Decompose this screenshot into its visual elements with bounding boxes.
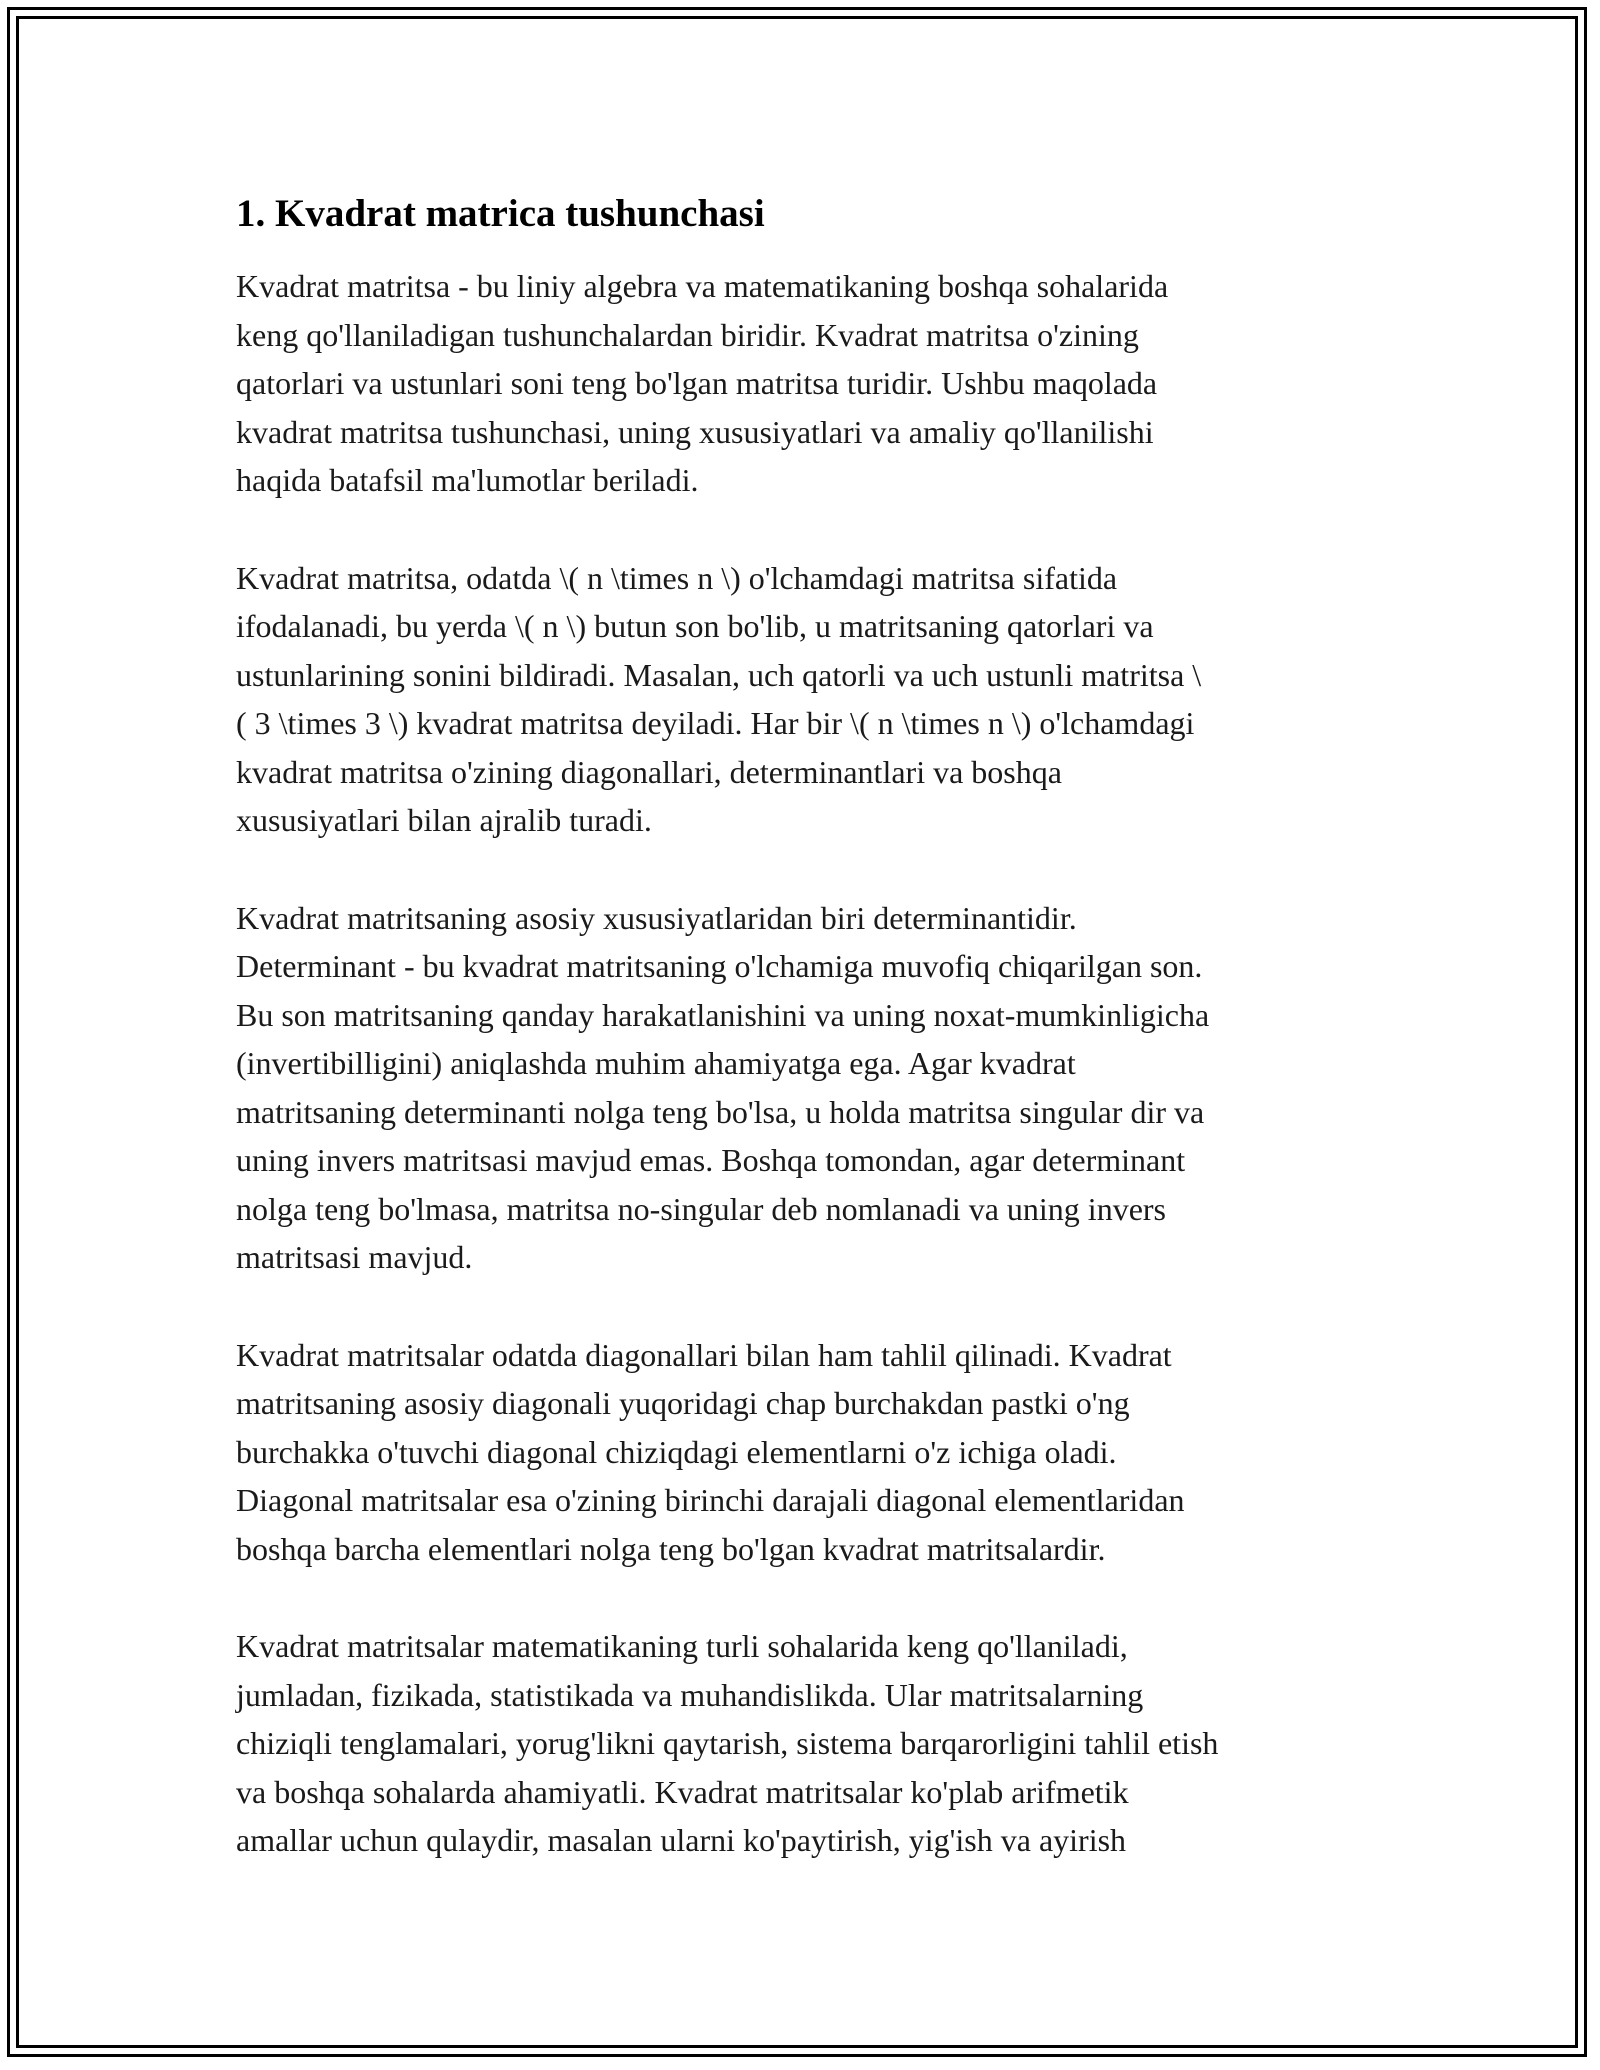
text-line: Kvadrat matritsalar matematikaning turli sohalarida keng qo'llaniladi, (236, 1628, 1128, 1664)
text-line: Kvadrat matritsalar odatda diagonallari bilan ham tahlil qilinadi. Kvadrat (236, 1336, 1172, 1373)
paragraph-4 (236, 1331, 1376, 1574)
text-line: Kvadrat matritsaning asosiy xususiyatlaridan biri determinantidir. (236, 899, 1077, 936)
text-line: ( 3 \times 3 \) kvadrat matritsa deyiladi. Har bir \( n \times n \) o'lchamdagi (236, 705, 1195, 741)
text-line: Kvadrat matritsa - bu liniy algebra va matematikaning boshqa sohalarida (236, 268, 1169, 304)
text-line: matritsasi mavjud. (236, 1239, 473, 1275)
text-line: qatorlari va ustunlari soni teng bo'lgan matritsa turidir. Ushbu maqolada (236, 365, 1158, 401)
document-body (236, 188, 1376, 1914)
text-line: va boshqa sohalarda ahamiyatli. Kvadrat matritsalar ko'plab arifmetik (236, 1773, 1129, 1810)
text-line: haqida batafsil ma'lumotlar beriladi. (236, 462, 699, 498)
paragraph-5 (236, 1622, 1376, 1865)
text-line: matritsaning asosiy diagonali yuqoridagi chap burchakdan pastki o'ng (236, 1385, 1130, 1421)
text-line: Determinant - bu kvadrat matritsaning o'lchamiga muvofiq chiqarilgan son. (236, 948, 1203, 984)
text-line: jumladan, fizikada, statistikada va muhandislikda. Ular matritsalarning (236, 1676, 1144, 1713)
text-line: uning invers matritsasi mavjud emas. Boshqa tomondan, agar determinant (236, 1142, 1186, 1178)
text-line: boshqa barcha elementlari nolga teng bo'lgan kvadrat matritsalardir. (236, 1530, 1106, 1567)
section-heading: 1. Kvadrat matrica tushunchasi (236, 192, 765, 235)
text-line: kvadrat matritsa tushunchasi, uning xususiyatlari va amaliy qo'llanilishi (236, 413, 1154, 450)
text-line: burchakka o'tuvchi diagonal chiziqdagi elementlarni o'z ichiga oladi. (236, 1433, 1117, 1470)
text-line: (invertibilligini) aniqlashda muhim ahamiyatga ega. Agar kvadrat (236, 1045, 1076, 1081)
text-line: chiziqli tenglamalari, yorug'likni qaytarish, sistema barqarorligini tahlil etish (236, 1725, 1219, 1761)
paragraph-2 (236, 554, 1376, 845)
text-line: keng qo'llaniladigan tushunchalardan biridir. Kvadrat matritsa o'zining (236, 316, 1139, 353)
text-line: xususiyatlari bilan ajralib turadi. (236, 802, 652, 838)
text-line: amallar uchun qulaydir, masalan ularni ko'paytirish, yig'ish va ayirish (236, 1822, 1127, 1858)
text-line: nolga teng bo'lmasa, matritsa no-singular deb nomlanadi va uning invers (236, 1190, 1166, 1227)
text-line: Bu son matritsaning qanday harakatlanishini va uning noxat-mumkinligicha (236, 996, 1210, 1033)
paragraph-3 (236, 894, 1376, 1282)
text-line: ifodalanadi, bu yerda \( n \) butun son bo'lib, u matritsaning qatorlari va (236, 608, 1154, 644)
text-line: Diagonal matritsalar esa o'zining birinchi darajali diagonal elementlaridan (236, 1482, 1185, 1518)
text-line: ustunlarining sonini bildiradi. Masalan, uch qatorli va uch ustunli matritsa \ (236, 656, 1202, 693)
text-line: kvadrat matritsa o'zining diagonallari, determinantlari va boshqa (236, 753, 1062, 790)
text-line: Kvadrat matritsa, odatda \( n \times n \) o'lchamdagi matritsa sifatida (236, 559, 1118, 596)
paragraph-1 (236, 262, 1376, 505)
text-line: matritsaning determinanti nolga teng bo'lsa, u holda matritsa singular dir va (236, 1093, 1205, 1130)
